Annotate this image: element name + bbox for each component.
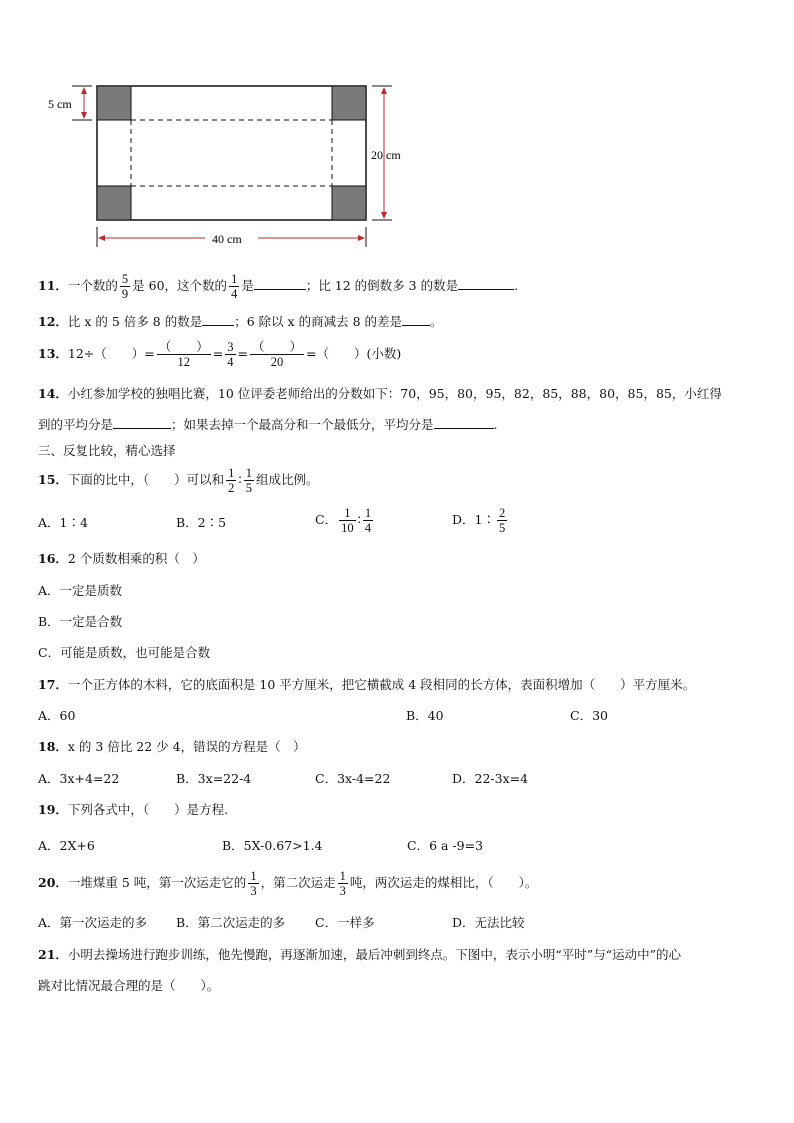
option-b[interactable]: B．第二次运走的多 [176, 915, 286, 930]
question-12: 12．比 x 的 5 倍多 8 的数是 ；6 除以 x 的商减去 8 的差是 。 [38, 314, 443, 329]
option-d[interactable]: D．22-3x=4 [452, 771, 529, 786]
fraction-3-4: $\frac{3}{4}$ [227, 340, 234, 369]
question-14-line-1: 14．小红参加学校的独唱比赛，10 位评委老师给出的分数如下：70，95，80，95，82，85，88，80，85，85，小红得 [38, 386, 722, 401]
option-b[interactable]: B．5X-0.67>1.4 [222, 838, 323, 853]
question-15: 15．下面的比中，（ ）可以和 $\frac{1}{2}$ ∶ $\frac{1}{5}$ 组成比例。 [38, 466, 319, 495]
option-c[interactable]: C．6 a -9=3 [407, 838, 484, 853]
question-20: 20．一堆煤重 5 吨，第一次运走它的 $\frac{1}{3}$ ，第二次运走 $\frac{1}{3}$ 吨，两次运走的煤相比，（ ）。 [38, 869, 538, 898]
answer-blank[interactable] [254, 277, 306, 290]
question-14-line-2: 到的平均分是 ；如果去掉一个最高分和一个最低分，平均分是 . [38, 417, 498, 432]
option-b[interactable]: B．2∶5 [176, 515, 227, 530]
label-40cm: 40 cm [212, 232, 242, 246]
section-heading: 三、反复比较，精心选择 [38, 443, 176, 458]
question-13: 13．12÷（ ）= $\frac{( )}{12}$ = $\frac{3}{4}$ = $\frac{( )}{20}$ =（ ）(小数) [38, 340, 402, 369]
option-b[interactable]: B．一定是合数 [38, 614, 123, 629]
option-a[interactable]: A．2X+6 [38, 838, 95, 853]
corner-square-bottom-left [97, 186, 131, 220]
corner-square-top-left [97, 86, 131, 120]
option-d[interactable]: D．无法比较 [452, 915, 525, 930]
option-b[interactable]: B．3x=22-4 [176, 771, 252, 786]
option-c[interactable]: C．可能是质数，也可能是合数 [38, 645, 211, 660]
question-17: 17．一个正方体的木料，它的底面积是 10 平方厘米，把它横截成 4 段相同的长方体，表面积增加（ ）平方厘米。 [38, 677, 696, 692]
fraction-1-4: $\frac{1}{4}$ [364, 506, 372, 535]
answer-blank[interactable] [202, 313, 234, 326]
corner-square-top-right [332, 86, 366, 120]
option-c[interactable]: C．3x-4=22 [315, 771, 391, 786]
answer-blank[interactable] [113, 416, 171, 429]
fraction-1-10: $\frac{1}{10}$ [341, 506, 354, 535]
option-c[interactable]: C． $\frac{1}{10}$ ∶ $\frac{1}{4}$ [315, 506, 372, 535]
fraction-blank-20: $\frac{( )}{20}$ [252, 340, 303, 369]
fraction-1-4: $\frac{1}{4}$ [231, 272, 238, 301]
option-a[interactable]: A．3x+4=22 [38, 771, 120, 786]
question-21-line-2: 跳对比情况最合理的是（ ）。 [38, 978, 220, 993]
question-16: 16．2 个质数相乘的积（ ） [38, 551, 205, 566]
label-20cm: 20 cm [371, 148, 401, 162]
option-a[interactable]: A．一定是质数 [38, 583, 123, 598]
fraction-1-2: $\frac{1}{2}$ [228, 466, 235, 495]
option-c[interactable]: C．一样多 [315, 915, 375, 930]
outer-rectangle [97, 86, 366, 220]
corner-square-bottom-right [332, 186, 366, 220]
question-11: 11．一个数的 $\frac{5}{9}$ 是 60，这个数的 $\frac{1}{4}$ 是 ；比 12 的倒数多 3 的数是 . [38, 272, 519, 301]
question-21-line-1: 21．小明去操场进行跑步训练，他先慢跑，再逐渐加速，最后冲刺到终点。下图中，表示小明“平时”与“运动中”的心 [38, 947, 681, 962]
option-a[interactable]: A．第一次运走的多 [38, 915, 148, 930]
fraction-5-9: $\frac{5}{9}$ [121, 272, 129, 301]
option-a[interactable]: A．60 [38, 708, 76, 723]
fraction-1-3: $\frac{1}{3}$ [250, 869, 257, 898]
option-a[interactable]: A．1∶4 [38, 515, 88, 530]
question-19: 19．下列各式中，（ ）是方程. [38, 802, 229, 817]
answer-blank[interactable] [402, 313, 430, 326]
option-b[interactable]: B．40 [406, 708, 444, 723]
answer-blank[interactable] [458, 277, 514, 290]
option-c[interactable]: C．30 [570, 708, 608, 723]
fraction-blank-12: $\frac{( )}{12}$ [158, 340, 209, 369]
question-18: 18．x 的 3 倍比 22 少 4，错误的方程是（ ） [38, 739, 306, 754]
fraction-2-5: $\frac{2}{5}$ [498, 506, 506, 535]
answer-blank[interactable] [434, 416, 494, 429]
fraction-1-5: $\frac{1}{5}$ [245, 466, 252, 495]
option-d[interactable]: D．1∶ $\frac{2}{5}$ [452, 506, 506, 535]
rectangle-diagram [0, 0, 794, 260]
fold-lines [97, 120, 366, 186]
fraction-1-3: $\frac{1}{3}$ [339, 869, 346, 898]
label-5cm: 5 cm [48, 97, 72, 111]
